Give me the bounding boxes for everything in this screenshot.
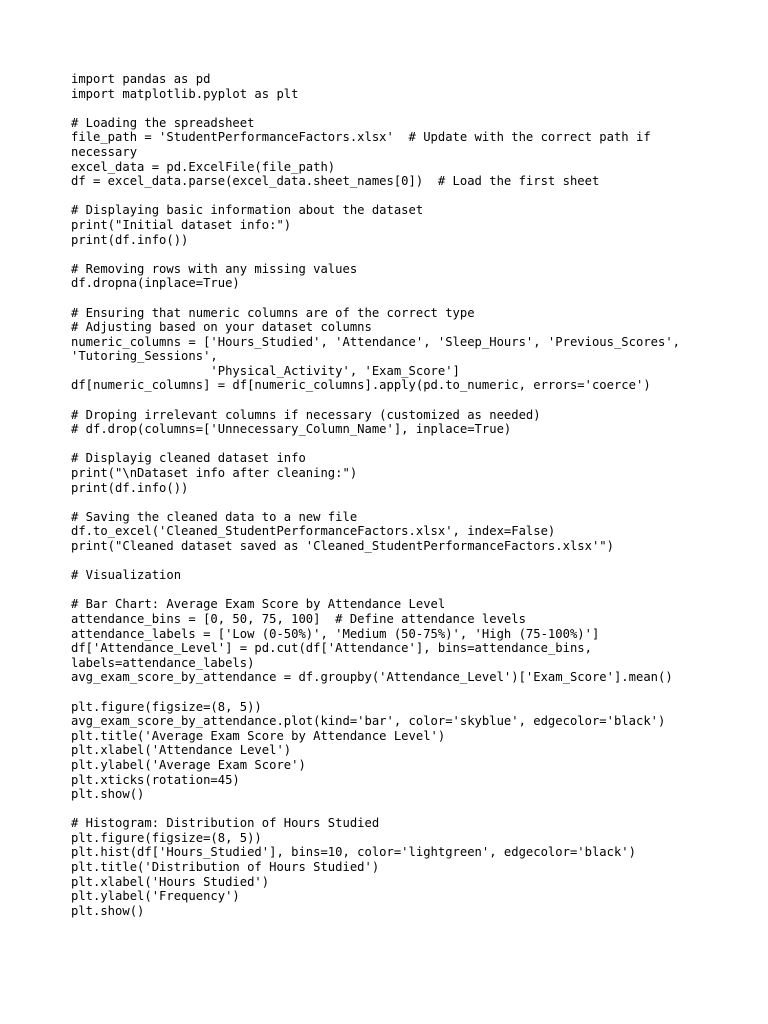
blank-line: [71, 189, 711, 204]
comment-line: # Displaying basic information about the dataset: [71, 203, 424, 218]
blank-line: [71, 101, 711, 116]
comment-line: # Loading the spreadsheet: [71, 115, 255, 130]
comment-line: # df.drop(columns=['Unnecessary_Column_Name'], inplace=True): [71, 422, 512, 437]
blank-line: [71, 685, 711, 700]
code-line: plt.figure(figsize=(8, 5)): [71, 699, 262, 714]
blank-line: [71, 291, 711, 306]
code-line: print("Initial dataset info:"): [71, 217, 292, 232]
blank-line: [71, 583, 711, 598]
code-line: df['Attendance_Level'] = pd.cut(df['Attendance'], bins=attendance_bins,: [71, 641, 592, 656]
code-line: plt.title('Distribution of Hours Studied'): [71, 860, 380, 875]
comment-line: # Displayig cleaned dataset info: [71, 451, 306, 466]
code-line: attendance_labels = ['Low (0-50%)', 'Medium (50-75%)', 'High (75-100%)']: [71, 626, 600, 641]
code-line: plt.xticks(rotation=45): [71, 772, 240, 787]
code-line: avg_exam_score_by_attendance = df.groupby('Attendance_Level')['Exam_Score'].mean(): [71, 670, 673, 685]
code-line: necessary: [71, 144, 138, 159]
blank-line: [71, 802, 711, 817]
code-line: 'Physical_Activity', 'Exam_Score']: [71, 363, 460, 378]
comment-line: # Ensuring that numeric columns are of the correct type: [71, 305, 475, 320]
code-line: numeric_columns = ['Hours_Studied', 'Attendance', 'Sleep_Hours', 'Previous_Scores',: [71, 334, 681, 349]
code-line: plt.ylabel('Frequency'): [71, 889, 240, 904]
code-line: plt.hist(df['Hours_Studied'], bins=10, color='lightgreen', edgecolor='black'): [71, 845, 636, 860]
comment-line: # Histogram: Distribution of Hours Studied: [71, 816, 380, 831]
code-listing: [71, 72, 711, 918]
code-line: print("\nDataset info after cleaning:"): [71, 466, 358, 481]
code-line: import pandas as pd: [71, 72, 211, 86]
code-line: print("Cleaned dataset saved as 'Cleaned_StudentPerformanceFactors.xlsx'"): [71, 539, 614, 553]
code-line: df = excel_data.parse(excel_data.sheet_names[0]) # Load the first sheet: [71, 174, 600, 189]
blank-line: [71, 495, 711, 510]
code-line: labels=attendance_labels): [71, 655, 255, 670]
code-line: plt.show(): [71, 787, 145, 802]
comment-line: # Adjusting based on your dataset columns: [71, 320, 372, 335]
code-line: excel_data = pd.ExcelFile(file_path): [71, 159, 336, 174]
code-line: plt.xlabel('Attendance Level'): [71, 743, 292, 758]
blank-line: [71, 437, 711, 452]
comment-line: # Droping irrelevant columns if necessary (customized as needed): [71, 407, 541, 422]
code-line: df.to_excel('Cleaned_StudentPerformanceFactors.xlsx', index=False): [71, 524, 556, 539]
blank-line: [71, 393, 711, 408]
blank-line: [71, 554, 711, 569]
code-line: print(df.info()): [71, 232, 189, 247]
code-line: avg_exam_score_by_attendance.plot(kind='bar', color='skyblue', edgecolor='black'): [71, 714, 666, 729]
code-line: plt.xlabel('Hours Studied'): [71, 874, 270, 889]
comment-line: # Bar Chart: Average Exam Score by Attendance Level: [71, 597, 446, 612]
code-line: plt.ylabel('Average Exam Score'): [71, 757, 306, 772]
code-line: import matplotlib.pyplot as plt: [71, 86, 299, 101]
comment-line: # Visualization: [71, 568, 182, 583]
code-line: print(df.info()): [71, 480, 189, 495]
code-line: df[numeric_columns] = df[numeric_columns].apply(pd.to_numeric, errors='coerce'): [71, 378, 651, 393]
code-line: file_path = 'StudentPerformanceFactors.xlsx' # Update with the correct path if: [71, 130, 651, 145]
comment-line: # Saving the cleaned data to a new file: [71, 509, 358, 524]
code-line: attendance_bins = [0, 50, 75, 100] # Define attendance levels: [71, 611, 526, 626]
code-line: 'Tutoring_Sessions',: [71, 349, 218, 364]
code-line: plt.figure(figsize=(8, 5)): [71, 830, 262, 845]
code-line: df.dropna(inplace=True): [71, 276, 240, 291]
code-line: plt.show(): [71, 903, 145, 918]
blank-line: [71, 247, 711, 262]
comment-line: # Removing rows with any missing values: [71, 261, 358, 276]
code-line: plt.title('Average Exam Score by Attendance Level'): [71, 728, 446, 743]
